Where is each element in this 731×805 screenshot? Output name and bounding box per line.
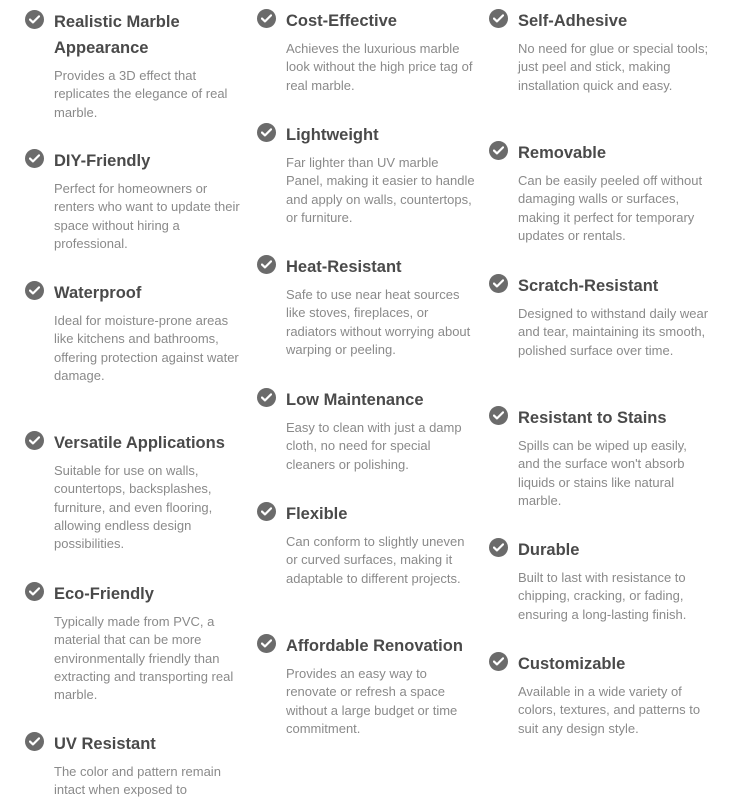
feature-item — [25, 431, 245, 553]
feature-item — [257, 255, 477, 359]
feature-title: Cost-Effective — [286, 12, 397, 30]
feature-item — [489, 538, 709, 624]
check-circle-icon — [25, 10, 44, 29]
feature-item — [489, 274, 709, 360]
feature-item — [25, 149, 245, 253]
check-circle-icon — [257, 255, 276, 274]
check-circle-icon — [489, 406, 508, 425]
feature-description: Safe to use near heat sources like stoves, fireplaces, or radiators without worrying about warping or peeling. — [286, 287, 471, 357]
feature-description: Provides a 3D effect that replicates the elegance of real marble. — [54, 68, 228, 120]
feature-title: UV Resistant — [54, 735, 156, 753]
feature-description: No need for glue or special tools; just peel and stick, making installation quick and easy. — [518, 41, 709, 93]
feature-title: Scratch-Resistant — [518, 277, 659, 295]
feature-title: Removable — [518, 144, 607, 162]
feature-title: Eco-Friendly — [54, 585, 154, 603]
feature-description: Achieves the luxurious marble look without the high price tag of real marble. — [286, 41, 473, 93]
feature-item — [489, 9, 709, 95]
feature-description: Typically made from PVC, a material that can be more environmentally friendly than extracting and transporting real marble. — [54, 614, 234, 703]
feature-title: Affordable Renovation — [286, 637, 463, 655]
feature-item — [25, 10, 245, 122]
feature-title: Lightweight — [286, 126, 379, 144]
feature-title: Waterproof — [54, 284, 142, 302]
check-circle-icon — [489, 9, 508, 28]
feature-description: Built to last with resistance to chipping, cracking, or fading, ensuring a long-lasting finish. — [518, 570, 687, 622]
feature-item — [257, 388, 477, 474]
feature-item — [257, 123, 477, 227]
check-circle-icon — [489, 652, 508, 671]
feature-description: Available in a wide variety of colors, textures, and patterns to suit any design style. — [518, 684, 701, 736]
feature-description: Spills can be wiped up easily, and the surface won't absorb liquids or stains like natural marble. — [518, 438, 687, 508]
feature-item — [25, 281, 245, 385]
check-circle-icon — [257, 502, 276, 521]
feature-description: The color and pattern remain intact when exposed to — [54, 764, 221, 798]
feature-item — [489, 406, 709, 510]
feature-title: Heat-Resistant — [286, 258, 402, 276]
feature-title: Self-Adhesive — [518, 12, 628, 30]
check-circle-icon — [25, 431, 44, 450]
check-circle-icon — [25, 149, 44, 168]
check-circle-icon — [25, 582, 44, 601]
check-circle-icon — [489, 141, 508, 160]
feature-item — [25, 582, 245, 704]
feature-description: Suitable for use on walls, countertops, backsplashes, furniture, and even flooring, allowing endless design possibilities. — [54, 463, 213, 552]
check-circle-icon — [257, 388, 276, 407]
feature-description: Provides an easy way to renovate or refresh a space without a large budget or time commitment. — [286, 666, 458, 736]
feature-description: Easy to clean with just a damp cloth, no need for special cleaners or polishing. — [286, 420, 462, 472]
feature-description: Ideal for moisture-prone areas like kitchens and bathrooms, offering protection against water damage. — [54, 313, 239, 383]
feature-item — [25, 732, 245, 800]
check-circle-icon — [489, 538, 508, 557]
feature-description: Can be easily peeled off without damaging walls or surfaces, making it perfect for temporary updates or rentals. — [518, 173, 703, 243]
feature-item — [489, 141, 709, 245]
feature-item — [489, 652, 709, 738]
feature-title: Versatile Applications — [54, 434, 225, 452]
feature-title: Flexible — [286, 505, 348, 523]
check-circle-icon — [257, 9, 276, 28]
check-circle-icon — [257, 123, 276, 142]
feature-title: DIY-Friendly — [54, 152, 151, 170]
check-circle-icon — [489, 274, 508, 293]
feature-title: Customizable — [518, 655, 626, 673]
feature-description: Perfect for homeowners or renters who want to update their space without hiring a professional. — [54, 181, 240, 251]
check-circle-icon — [25, 732, 44, 751]
feature-title: Low Maintenance — [286, 391, 424, 409]
feature-description: Far lighter than UV marble Panel, making it easier to handle and apply on walls, countertops, or furniture. — [286, 155, 475, 225]
feature-item — [257, 9, 477, 95]
feature-item — [257, 502, 477, 588]
check-circle-icon — [25, 281, 44, 300]
feature-title: Resistant to Stains — [518, 409, 667, 427]
feature-title: Durable — [518, 541, 580, 559]
check-circle-icon — [257, 634, 276, 653]
feature-description: Can conform to slightly uneven or curved surfaces, making it adaptable to different projects. — [286, 534, 465, 586]
feature-title: Realistic Marble Appearance — [54, 13, 180, 57]
feature-description: Designed to withstand daily wear and tear, maintaining its smooth, polished surface over time. — [518, 306, 709, 358]
feature-item — [257, 634, 477, 738]
